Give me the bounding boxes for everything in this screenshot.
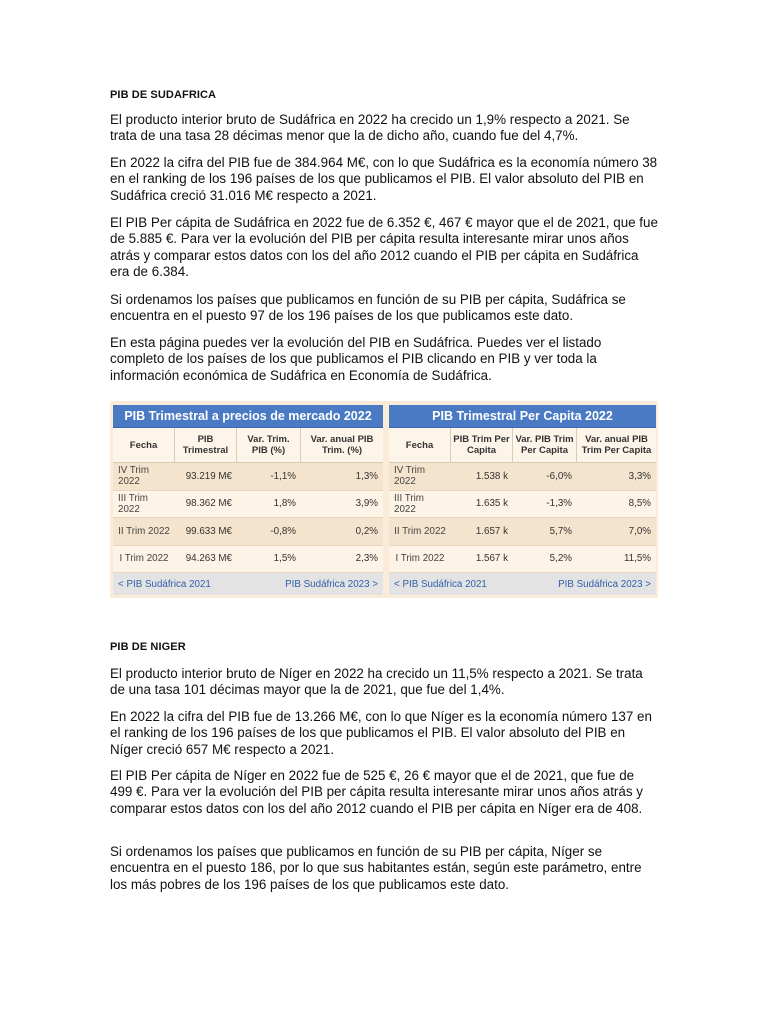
table-footer-nav <box>389 573 656 595</box>
date-cell: I Trim 2022 <box>395 553 445 565</box>
next-year-link[interactable]: PIB Sudáfrica 2023 > <box>558 578 651 590</box>
quarterly-gdp-table <box>113 405 383 595</box>
section-heading-sudafrica: PIB DE SUDAFRICA <box>110 89 217 101</box>
prev-year-link[interactable]: < PIB Sudáfrica 2021 <box>118 578 211 590</box>
table-row <box>113 463 383 491</box>
table-row <box>389 491 656 519</box>
value-cell: 99.633 M€ <box>185 525 232 537</box>
value-cell: -0,8% <box>270 525 296 537</box>
value-cell: 3,9% <box>355 498 378 510</box>
paragraph: En esta página puedes ver la evolución del PIB en Sudáfrica. Puedes ver el listado completo de los países de los que publicamos el PIB clicando en PIB y ver toda la información económica de Sudáfrica en Economía de Sudáfrica. <box>110 335 602 383</box>
table-row <box>113 491 383 519</box>
date-cell: IV Trim 2022 <box>394 465 426 488</box>
value-cell: -1,1% <box>270 470 296 482</box>
value-cell: 5,7% <box>549 525 572 537</box>
column-header: Var. anual PIB Trim Per Capita <box>581 434 652 456</box>
column-header: Var. anual PIB Trim. (%) <box>310 434 374 456</box>
column-header: Fecha <box>389 428 451 462</box>
value-cell: 94.263 M€ <box>185 553 232 565</box>
table-row <box>389 546 656 574</box>
column-header: Var. Trim. PIB (%) <box>237 428 301 462</box>
value-cell: 1.567 k <box>475 553 508 565</box>
paragraph: Si ordenamos los países que publicamos en función de su PIB per cápita, Níger se encuentra en el puesto 186, por lo que sus habitantes están, según este parámetro, entre los más pobres de los 196 países de los que publicamos este dato. <box>110 844 642 892</box>
prev-year-link[interactable]: < PIB Sudáfrica 2021 <box>394 578 487 590</box>
value-cell: -1,3% <box>546 498 572 510</box>
date-cell: III Trim 2022 <box>394 492 424 515</box>
value-cell: 1.635 k <box>475 498 508 510</box>
section-heading-niger: PIB DE NIGER <box>110 641 186 653</box>
paragraph: En 2022 la cifra del PIB fue de 384.964 M€, con lo que Sudáfrica es la economía número 38 en el ranking de los 196 países de los que publicamos el PIB. El valor absoluto del PIB en Sudáfrica creció 31.016 M€ respecto a 2021. <box>110 155 658 203</box>
gdp-tables-image <box>110 401 658 598</box>
table-title: PIB Trimestral Per Capita 2022 <box>389 405 656 428</box>
value-cell: 1,8% <box>273 498 296 510</box>
date-cell: II Trim 2022 <box>394 525 446 537</box>
next-year-link[interactable]: PIB Sudáfrica 2023 > <box>285 578 378 590</box>
date-cell: I Trim 2022 <box>119 553 169 565</box>
value-cell: 2,3% <box>355 553 378 565</box>
value-cell: 1,5% <box>273 553 296 565</box>
value-cell: 93.219 M€ <box>185 470 232 482</box>
date-cell: II Trim 2022 <box>118 525 170 537</box>
value-cell: 8,5% <box>628 498 651 510</box>
value-cell: 1.538 k <box>475 470 508 482</box>
quarterly-per-capita-table <box>389 405 656 595</box>
paragraph: El producto interior bruto de Sudáfrica en 2022 ha crecido un 1,9% respecto a 2021. Se trata de una tasa 28 décimas menor que la de dicho año, cuando fue del 4,7%. <box>110 112 630 144</box>
paragraph: Si ordenamos los países que publicamos en función de su PIB per cápita, Sudáfrica se encuentra en el puesto 97 de los 196 países de los que publicamos este dato. <box>110 292 626 324</box>
value-cell: 98.362 M€ <box>185 498 232 510</box>
table-footer-nav <box>113 573 383 595</box>
value-cell: 1.657 k <box>475 525 508 537</box>
column-header: PIB Trimestral <box>175 428 237 462</box>
value-cell: 7,0% <box>628 525 651 537</box>
table-row <box>389 463 656 491</box>
column-header: Var. PIB Trim Per Capita <box>513 428 577 462</box>
value-cell: -6,0% <box>546 470 572 482</box>
table-row <box>389 518 656 546</box>
table-header-row <box>113 428 383 463</box>
value-cell: 3,3% <box>628 470 651 482</box>
table-title: PIB Trimestral a precios de mercado 2022 <box>113 405 383 428</box>
date-cell: III Trim 2022 <box>118 492 148 515</box>
column-header: Fecha <box>113 428 175 462</box>
value-cell: 11,5% <box>623 553 651 565</box>
paragraph: El PIB Per cápita de Sudáfrica en 2022 fue de 6.352 €, 467 € mayor que el de 2021, que fue de 5.885 €. Para ver la evolución del PIB per cápita resulta interesante mirar unos años atrás y comparar estos datos con los del año 2012 cuando el PIB per cápita en Sudáfrica era de 6.384. <box>110 215 658 279</box>
value-cell: 0,2% <box>355 525 378 537</box>
table-header-row <box>389 428 656 463</box>
value-cell: 5,2% <box>549 553 572 565</box>
table-row <box>113 518 383 546</box>
paragraph: El producto interior bruto de Níger en 2022 ha crecido un 11,5% respecto a 2021. Se trata de una tasa 101 décimas mayor que la de 2021, que fue del 1,4%. <box>110 666 643 698</box>
paragraph: El PIB Per cápita de Níger en 2022 fue de 525 €, 26 € mayor que el de 2021, que fue de 499 €. Para ver la evolución del PIB per cápita resulta interesante mirar unos años atrás y comparar estos datos con los del año 2012 cuando el PIB per cápita en Níger era de 408. <box>110 768 643 816</box>
paragraph: En 2022 la cifra del PIB fue de 13.266 M€, con lo que Níger es la economía número 137 en el ranking de los 196 países de los que publicamos el PIB. El valor absoluto del PIB en Níger creció 657 M€ respecto a 2021. <box>110 709 652 757</box>
column-header: PIB Trim Per Capita <box>451 428 513 462</box>
date-cell: IV Trim 2022 <box>118 465 150 488</box>
table-row <box>113 546 383 574</box>
value-cell: 1,3% <box>355 470 378 482</box>
